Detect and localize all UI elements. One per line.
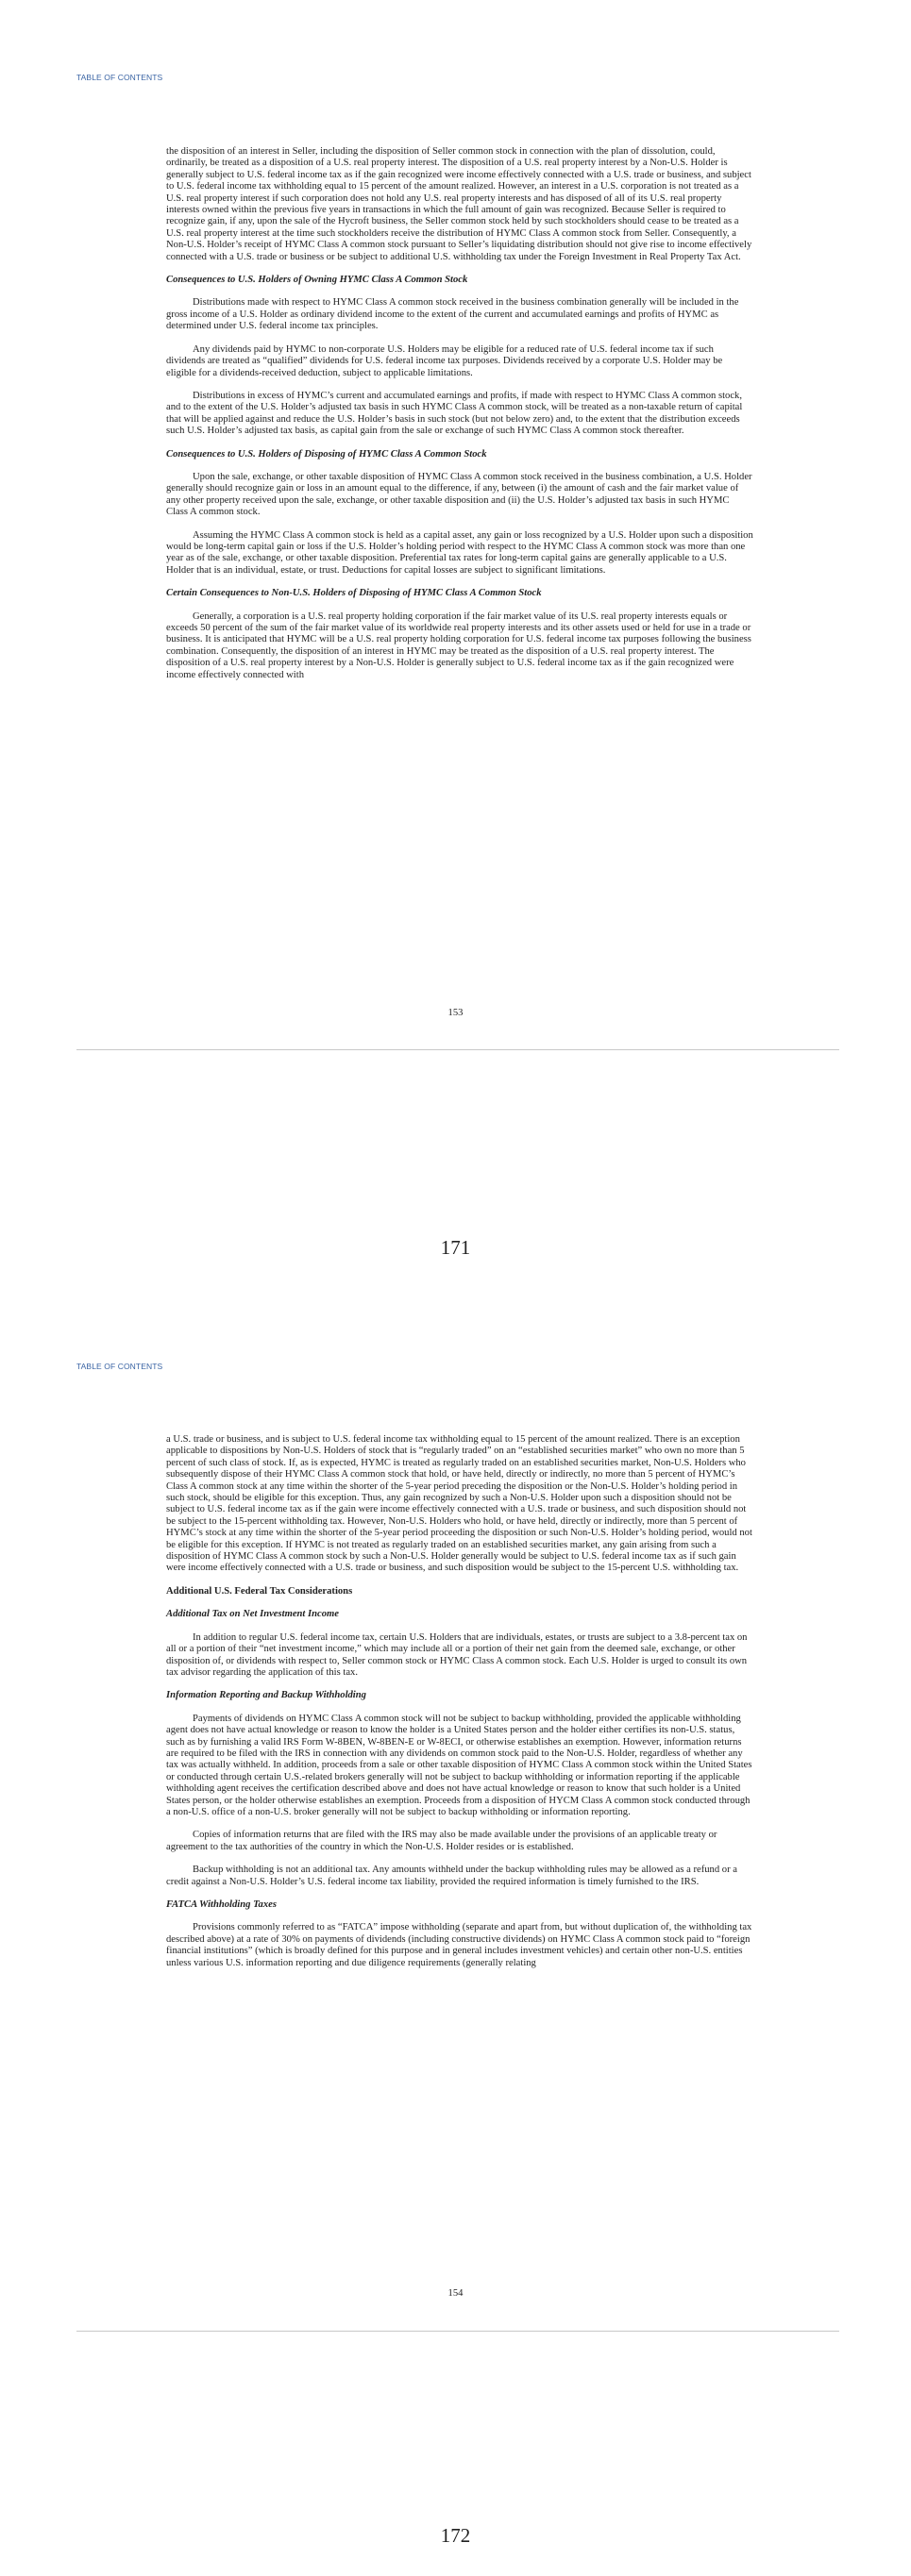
paragraph: Payments of dividends on HYMC Class A common stock will not be subject to backup withholding, provided the applicable withholding agent does not have actual knowledge or reason to know the holder is a United States person and the holder either certifies its non-U.S. status, such as by furnishing a valid IRS Form W-8BEN, W-8BEN-E or W-8ECI, or otherwise establishes an exemption. However, information returns are required to be filed with the IRS in connection with any dividends on common stock paid to the Non-U.S. Holder, regardless of whether any tax was actually withheld. In addition, proceeds from a sale or other taxable disposition of HYMC Class A common stock within the United States or conducted through certain U.S.-related brokers generally will not be subject to backup withholding or information reporting if the applicable withholding agent receives the certification described above and does not have actual knowledge or reason to know that such holder is a United States person, or the holder otherwise establishes an exemption. Proceeds from a disposition of HYCM Class A common stock conducted through a non-U.S. office of a non-U.S. broker generally will not be subject to backup withholding or information reporting. bbox=[166, 1713, 752, 1817]
paragraph: Any dividends paid by HYMC to non-corporate U.S. Holders may be eligible for a reduced rate of U.S. federal income tax if such dividends are treated as “qualified” dividends for U.S. federal income tax purposes. Dividends received by a corporate U.S. Holder may be eligible for a dividends-received deduction, subject to applicable limitations. bbox=[166, 343, 723, 378]
table-of-contents-link[interactable]: TABLE OF CONTENTS bbox=[76, 73, 163, 82]
page-divider bbox=[76, 2331, 839, 2332]
paragraph: Generally, a corporation is a U.S. real property holding corporation if the fair market value of its U.S. real property interests equals or exceeds 50 percent of the sum of the fair market value of its worldwide real property interests and its other assets used or held for use in a trade or business. It is anticipated that HYMC will be a U.S. real property holding corporation for U.S. federal income tax purposes following the business combination. Consequently, the disposition of an interest in HYMC may be treated as the disposition of a U.S. real property interest. The disposition of a U.S. real property interest by a Non-U.S. Holder is generally subject to U.S. federal income tax as if the gain recognized were income effectively connected with bbox=[166, 611, 751, 680]
paragraph: Provisions commonly referred to as “FATCA” impose withholding (separate and apart from, but without duplication of, the withholding tax described above) at a rate of 30% on payments of dividends (including constructive dividends) on HYMC Class A common stock paid to “foreign financial institutions” (which is broadly defined for this purpose and in general includes investment vehicles) and certain other non-U.S. entities unless various U.S. information reporting and due diligence requirements (generally relating bbox=[166, 1922, 752, 1968]
paragraph: In addition to regular U.S. federal income tax, certain U.S. Holders that are individuals, estates, or trusts are subject to a 3.8-percent tax on all or a portion of their “net investment income,” which may include all or a portion of their net gain from the deemed sale, exchange, or other disposition of, or dividends with respect to, Seller common stock or HYMC Class A common stock. Each U.S. Holder is urged to consult its own tax advisor regarding the application of this tax. bbox=[166, 1631, 748, 1678]
paragraph: a U.S. trade or business, and is subject to U.S. federal income tax withholding equal to 15 percent of the amount realized. There is an exception applicable to dispositions by Non-U.S. Holders of stock that is “regularly traded” on an “established securities market” who own no more than 5 percent of such class of stock. If, as is expected, HYMC is treated as regularly traded on an established securities market, Non-U.S. Holders who subsequently dispose of their HYMC Class A common stock that hold, or have held, directly or indirectly, no more than 5 percent of HYMC’s Class A common stock at any time within the shorter of the 5-year period preceding the disposition or the Non-U.S. Holder’s holding period in such stock, should be eligible for this exception. Thus, any gain recognized by such a Non-U.S. Holder upon such a disposition should not be subject to U.S. federal income tax as if the gain were income effectively connected with a U.S. trade or business, and such disposition should not be subject to the 15-percent withholding tax. However, Non-U.S. Holders who hold, or have held, directly or indirectly, more than 5 percent of HYMC’s stock at any time within the shorter of the 5-year period proceeding the disposition or such Non-U.S. Holder’s holding period, would not be eligible for this exception. If HYMC is not treated as regularly traded on an established securities market, any gain arising from such a disposition of HYMC Class A common stock by such a Non-U.S. Holder generally would be subject to U.S. federal income tax as if such gain were income effectively connected with a U.S. trade or business, and such disposition would be subject to the 15-percent U.S. withholding tax. bbox=[166, 1434, 752, 1574]
paragraph: Distributions in excess of HYMC’s current and accumulated earnings and profits, if made with respect to HYMC Class A common stock, and to the extent of the U.S. Holder’s adjusted tax basis in such HYMC Class A common stock, will be treated as a non-taxable return of capital that will be applied against and reduce the U.S. Holder’s basis in such stock (but not below zero) and, to the extent that the distribution exceeds such U.S. Holder’s adjusted tax basis, as capital gain from the sale or exchange of such HYMC Class A common stock thereafter. bbox=[166, 390, 743, 437]
section-heading: Certain Consequences to Non-U.S. Holders of Disposing of HYMC Class A Common Stock bbox=[166, 588, 542, 599]
page-number: 154 bbox=[447, 2288, 464, 2299]
section-heading: Additional Tax on Net Investment Income bbox=[166, 1609, 339, 1620]
page-divider bbox=[76, 1049, 839, 1050]
page-153-body bbox=[166, 146, 753, 693]
section-heading: Consequences to U.S. Holders of Owning HYMC Class A Common Stock bbox=[166, 275, 468, 286]
paragraph: Backup withholding is not an additional tax. Any amounts withheld under the backup withholding rules may be allowed as a refund or a credit against a Non-U.S. Holder’s U.S. federal income tax liability, provided the required information is timely furnished to the IRS. bbox=[166, 1865, 737, 1887]
paragraph: Assuming the HYMC Class A common stock is held as a capital asset, any gain or loss recognized by a U.S. Holder upon such a disposition would be long-term capital gain or loss if the U.S. Holder’s holding period with respect to the HYMC Class A common stock was more than one year as of the sale, exchange, or other taxable disposition. Preferential tax rates for long-term capital gains are generally applicable to a U.S. Holder that is an individual, estate, or trust. Deductions for capital losses are subject to significant limitations. bbox=[166, 529, 753, 576]
table-of-contents-link[interactable]: TABLE OF CONTENTS bbox=[76, 1362, 163, 1371]
section-heading: Consequences to U.S. Holders of Disposing of HYMC Class A Common Stock bbox=[166, 448, 487, 460]
paragraph: Distributions made with respect to HYMC Class A common stock received in the business combination generally will be included in the gross income of a U.S. Holder as ordinary dividend income to the extent of the current and accumulated earnings and profits of HYMC as determined under U.S. federal income tax principles. bbox=[166, 297, 739, 332]
paragraph: Copies of information returns that are filed with the IRS may also be made available under the provisions of an applicable treaty or agreement to the tax authorities of the country in which the Non-U.S. Holder resides or is established. bbox=[166, 1830, 717, 1852]
section-heading: FATCA Withholding Taxes bbox=[166, 1899, 277, 1910]
page-footer-number: 172 bbox=[440, 2524, 471, 2547]
section-heading: Additional U.S. Federal Tax Considerations bbox=[166, 1585, 353, 1597]
paragraph: the disposition of an interest in Seller, including the disposition of Seller common stock in connection with the plan of dissolution, could, ordinarily, be treated as a disposition of a U.S. real property interest. The disposition of a U.S. real property interest by a Non-U.S. Holder is generally subject to U.S. federal income tax as if the gain recognized were income effectively connected with a U.S. trade or business, and subject to U.S. federal income tax withholding equal to 15 percent of the amount realized. However, an interest in a U.S. corporation is not treated as a U.S. real property interest if such corporation does not hold any U.S. real property interests and has disposed of all of its U.S. real property interests owned within the previous five years in transactions in which the full amount of gain was recognized. Because Seller is required to recognize gain, if any, upon the sale of the Hycroft business, the Seller common stock held by such stockholders should cease to be treated as a U.S. real property interest at the time such stockholders receive the distribution of HYMC Class A common stock from Seller. Consequently, a Non-U.S. Holder’s receipt of HYMC Class A common stock pursuant to Seller’s liquidating distribution should not give rise to income effectively connected with a U.S. trade or business or be subject to additional U.S. withholding tax under the Foreign Investment in Real Property Tax Act. bbox=[166, 146, 752, 262]
page-number: 153 bbox=[447, 1008, 464, 1018]
page-154-body bbox=[166, 1434, 753, 1981]
section-heading: Information Reporting and Backup Withholding bbox=[166, 1690, 366, 1701]
paragraph: Upon the sale, exchange, or other taxable disposition of HYMC Class A common stock received in the business combination, a U.S. Holder generally should recognize gain or loss in an amount equal to the difference, if any, between (i) the amount of cash and the fair market value of any other property received upon the sale, exchange, or other taxable disposition and (ii) the U.S. Holder’s adjusted tax basis in such HYMC Class A common stock. bbox=[166, 471, 752, 518]
page-footer-number: 171 bbox=[440, 1236, 471, 1259]
